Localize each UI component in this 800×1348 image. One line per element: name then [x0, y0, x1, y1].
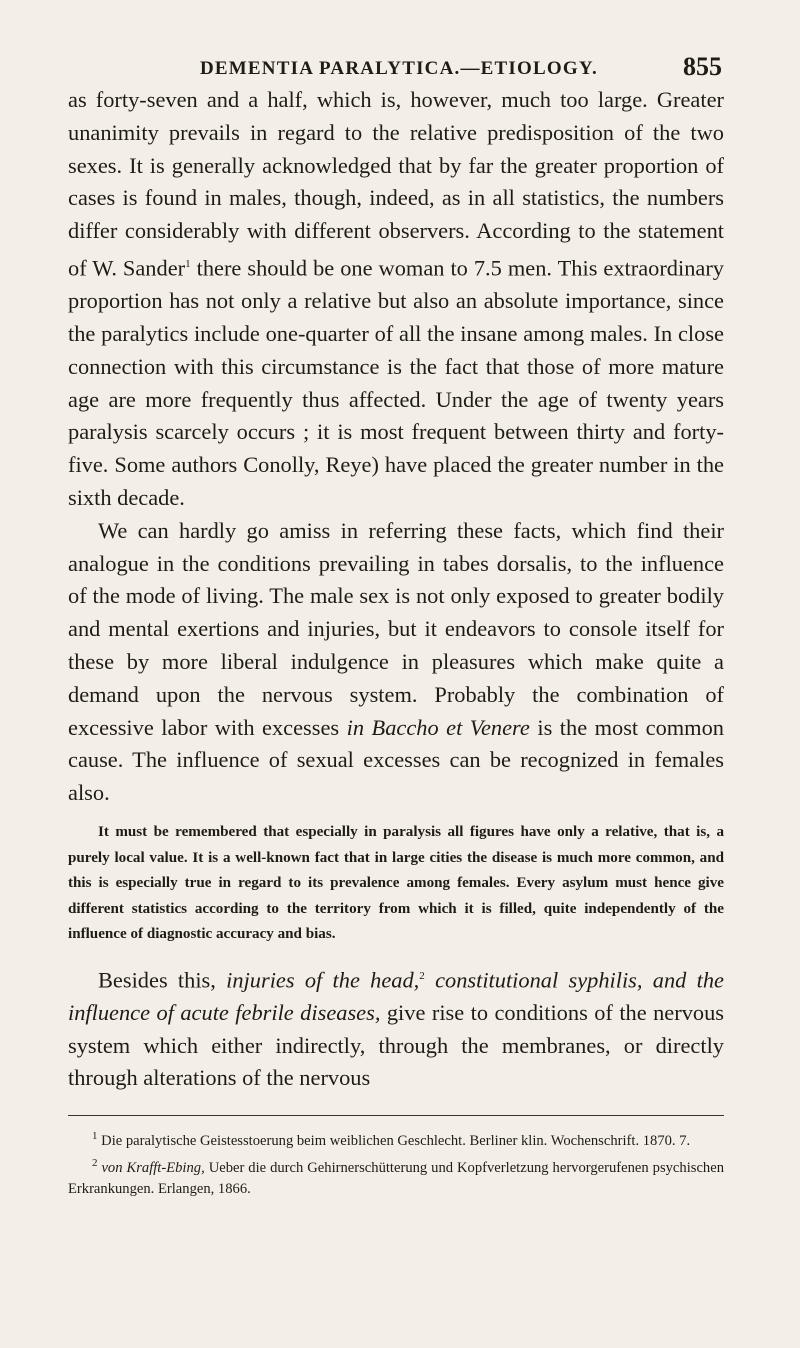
- footnote-ref-1[interactable]: 1: [185, 257, 191, 270]
- page-number: 855: [683, 52, 722, 81]
- small-print-paragraph: It must be remembered that especially in paralysis all figures have only a relative, that is, a purely local value. It is a well-known fact that in large cities the disease is much more common, and this is especially true in regard to its prevalence among females. Every asylum must hence give different statistics according to the territory from which it is filled, quite independently of the influence of diagnostic accuracy and bias.: [68, 824, 724, 942]
- paragraph-3-italic-b: constitutional syphilis, and the influence of acute febrile diseases,: [68, 966, 724, 1025]
- paragraph-2: [68, 515, 724, 810]
- paragraph-1-text-b: there should be one woman to 7.5 men. This extraordinary proportion has not only a relative but also an absolute importance, since the paralytics include one-quarter of all the insane among males. In close connection with this circumstance is the fact that those of more mature age are more frequently thus affected. Under the age of twenty years paralysis scarcely occurs ; it is most frequent between thirty and forty-five. Some authors Conolly, Reye) have placed the greater number in the sixth decade.: [68, 255, 725, 511]
- footnote-ref-2[interactable]: 2: [419, 969, 425, 982]
- paragraph-2-text-b: is the most common cause. The influence of sexual excesses can be recognized in females also.: [68, 714, 724, 806]
- book-page: [68, 44, 724, 1201]
- paragraph-3-text-b: [425, 967, 435, 992]
- running-head: DEMENTIA PARALYTICA.—ETIOLOGY.: [200, 58, 598, 79]
- footnote-1-marker: 1: [92, 1130, 98, 1143]
- paragraph-2-italic: in Baccho et Venere: [346, 714, 530, 740]
- footnote-2-text: Ueber die durch Gehirnerschütterung und Kopfverletzung hervorgerufenen psychischen Erkrankungen. Erlangen, 1866.: [68, 1159, 724, 1198]
- paragraph-3-text-c: give rise to conditions of the nervous system which either indirectly, through the membranes, or directly through alterations of the nervous: [68, 999, 725, 1091]
- paragraph-2-text-a: We can hardly go amiss in referring these facts, which find their analogue in the conditions prevailing in tabes dorsalis, to the influence of the mode of living. The male sex is not only exposed to greater bodily and mental exertions and injuries, but it endeavors to console itself for these by more liberal indulgence in pleasures which make quite a demand upon the nervous system. Probably the combination of excessive labor with excesses: [68, 517, 724, 740]
- paragraph-3-italic-a: injuries of the head,: [226, 966, 420, 992]
- paragraph-1-text-a: as forty-seven and a half, which is, however, much too large. Greater unanimity prevails in regard to the relative predisposition of the two sexes. It is generally acknowledged that by far the greater proportion of cases is found in males, though, indeed, as in all statistics, the numbers differ considerably with different observers. According to the statement of W. Sander: [68, 87, 724, 281]
- footnote-1: [68, 1126, 724, 1153]
- footnote-2: [68, 1153, 724, 1201]
- footnote-2-marker: 2: [92, 1156, 98, 1169]
- footnote-divider: [68, 1115, 724, 1116]
- footnote-2-author: von Krafft-Ebing,: [97, 1159, 205, 1176]
- page-header: [68, 44, 724, 84]
- footnote-1-text: Die paralytische Geistesstoerung beim weiblichen Geschlecht. Berliner klin. Wochenschrift. 1870. 7.: [97, 1133, 691, 1150]
- paragraph-3-text-a: Besides this,: [98, 966, 227, 992]
- paragraph-1: [68, 84, 724, 515]
- paragraph-3: [68, 960, 724, 1096]
